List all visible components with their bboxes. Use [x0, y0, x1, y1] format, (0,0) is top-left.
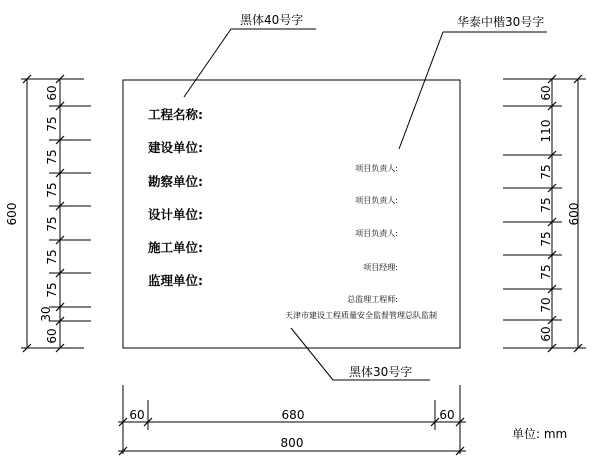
left-total-dim: 600	[5, 202, 19, 226]
left-seg-2: 75	[45, 116, 59, 132]
left-seg-8: 30	[39, 306, 53, 322]
item-chief-supervisor: 总监理工程师:	[347, 295, 398, 304]
right-seg-6: 75	[539, 264, 553, 280]
left-seg-6: 75	[45, 249, 59, 265]
bottom-total-dim: 800	[280, 436, 304, 450]
board-footer: 天津市建设工程质量安全监督管理总队监制	[285, 311, 437, 320]
right-seg-8: 60	[539, 326, 553, 342]
right-seg-3: 75	[539, 164, 553, 180]
label-project-name: 工程名称:	[148, 107, 203, 122]
left-seg-4: 75	[45, 182, 59, 198]
right-seg-5: 75	[539, 231, 553, 247]
annotation-bottom: 黑体30号字	[349, 365, 413, 379]
right-seg-1: 60	[539, 85, 553, 101]
board-right-items	[347, 163, 398, 304]
label-survey-unit: 勘察单位:	[148, 174, 203, 189]
annotation-top-right: 华泰中楷30号字	[457, 15, 545, 29]
bottom-seg-2: 680	[281, 408, 305, 422]
bottom-seg-1: 60	[129, 408, 145, 422]
label-contractor-unit: 施工单位:	[148, 240, 203, 255]
annotation-top-right-leader	[399, 32, 443, 149]
left-seg-7: 75	[45, 282, 59, 298]
item-project-leader-1: 项目负责人:	[355, 164, 398, 173]
board-labels	[147, 107, 203, 288]
right-seg-4: 75	[539, 197, 553, 213]
left-dimension	[5, 75, 91, 352]
right-dimension	[503, 75, 586, 352]
left-seg-1: 60	[45, 85, 59, 101]
item-project-manager: 项目经理:	[363, 263, 398, 272]
annotation-bottom-leader	[291, 328, 333, 380]
item-project-leader-2: 项目负责人:	[355, 196, 398, 205]
item-project-leader-3: 项目负责人:	[355, 229, 398, 238]
label-design-unit: 设计单位:	[148, 207, 203, 222]
unit-note: 单位: mm	[512, 427, 568, 441]
right-total-dim: 600	[567, 202, 581, 226]
annotation-top-left-leader	[184, 29, 231, 97]
right-seg-7: 70	[539, 297, 553, 313]
left-seg-9: 60	[45, 328, 59, 344]
right-seg-2: 110	[539, 119, 553, 143]
annotation-top-left: 黑体40号字	[240, 13, 304, 27]
bottom-seg-3: 60	[439, 408, 455, 422]
label-construction-unit: 建设单位:	[148, 140, 203, 155]
bottom-dimension	[118, 385, 466, 455]
left-seg-5: 75	[45, 216, 59, 232]
label-supervision-unit: 监理单位:	[148, 273, 203, 288]
left-seg-3: 75	[45, 149, 59, 165]
